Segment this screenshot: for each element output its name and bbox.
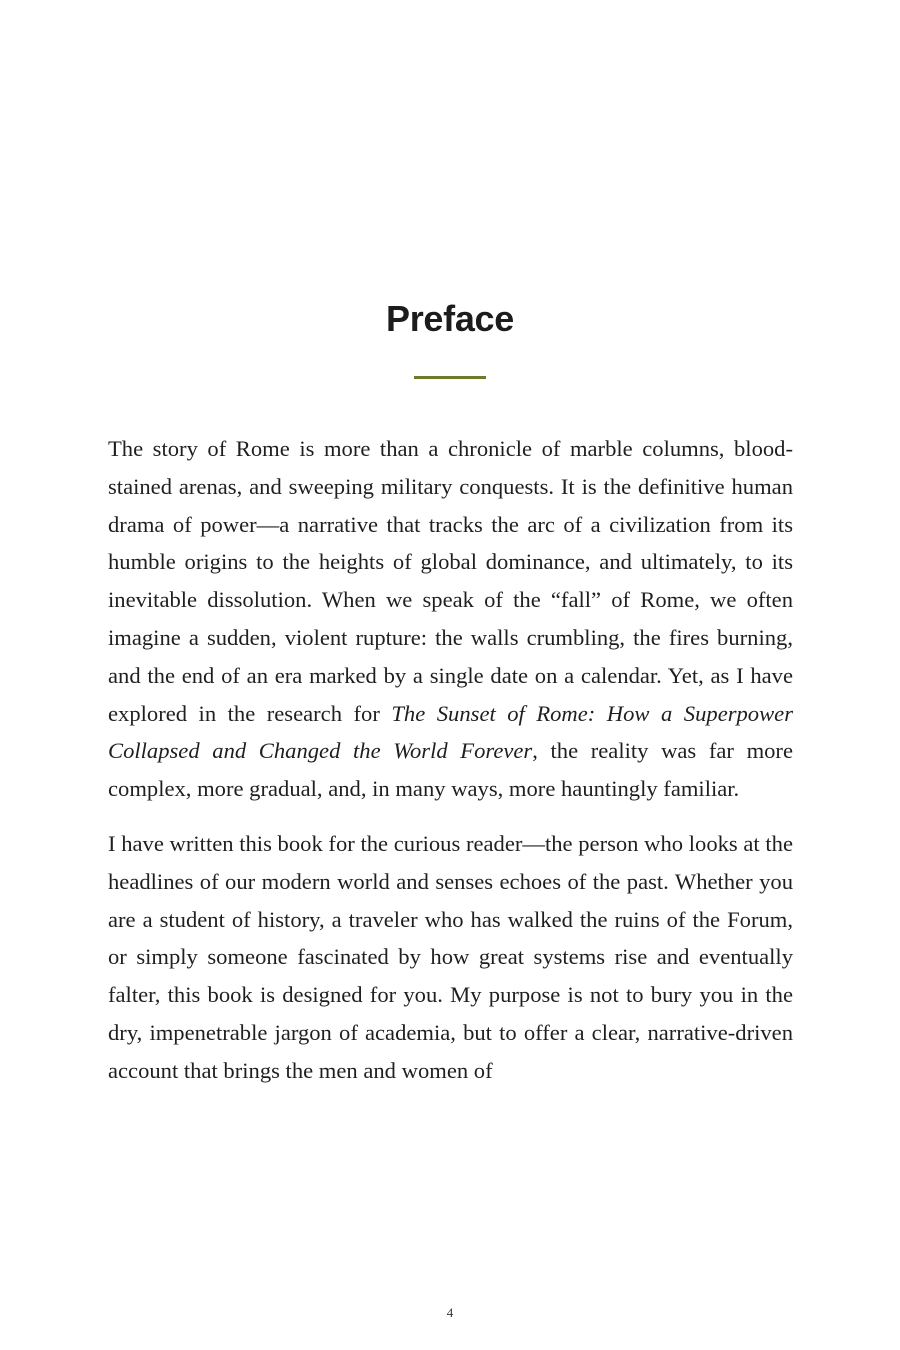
paragraph-1-intro: The story of Rome is more than a chronicle of marble columns, blood-stained arenas, and sweeping military conquests. It is the definitive human drama of power—a narrative that tracks the arc of a civilization from its humble origins to the heights of global dominance, and ultimately, to its inevitable dissolution. When we speak of the “fall” of Rome, we often imagine a sudden, violent rupture: the walls crumbling, the fires burning, and the end of an era marked by a single date on a calendar. Yet, as I have explored in the research for: [108, 436, 793, 726]
page-number: 4: [446, 1305, 454, 1320]
paragraph-1: [108, 430, 793, 808]
chapter-heading: Preface: [386, 298, 514, 339]
body-text: [108, 430, 793, 1107]
paragraph-2: I have written this book for the curious reader—the person who looks at the headlines of our modern world and senses echoes of the past. Whether you are a student of history, a traveler who has walked the ruins of the Forum, or simply someone fascinated by how great systems rise and eventually falter, this book is designed for you. My purpose is not to bury you in the dry, impenetrable jargon of academia, but to offer a clear, narrative-driven account that brings the men and women of: [108, 830, 793, 1083]
paragraph-1-end: , the reality was far more complex, more gradual, and, in many ways, more hauntingly familiar.: [108, 738, 793, 802]
heading-divider: [414, 376, 486, 379]
book-title: The Sunset of Rome: How a Superpower Collapsed and Changed the World Forever: [108, 700, 793, 764]
